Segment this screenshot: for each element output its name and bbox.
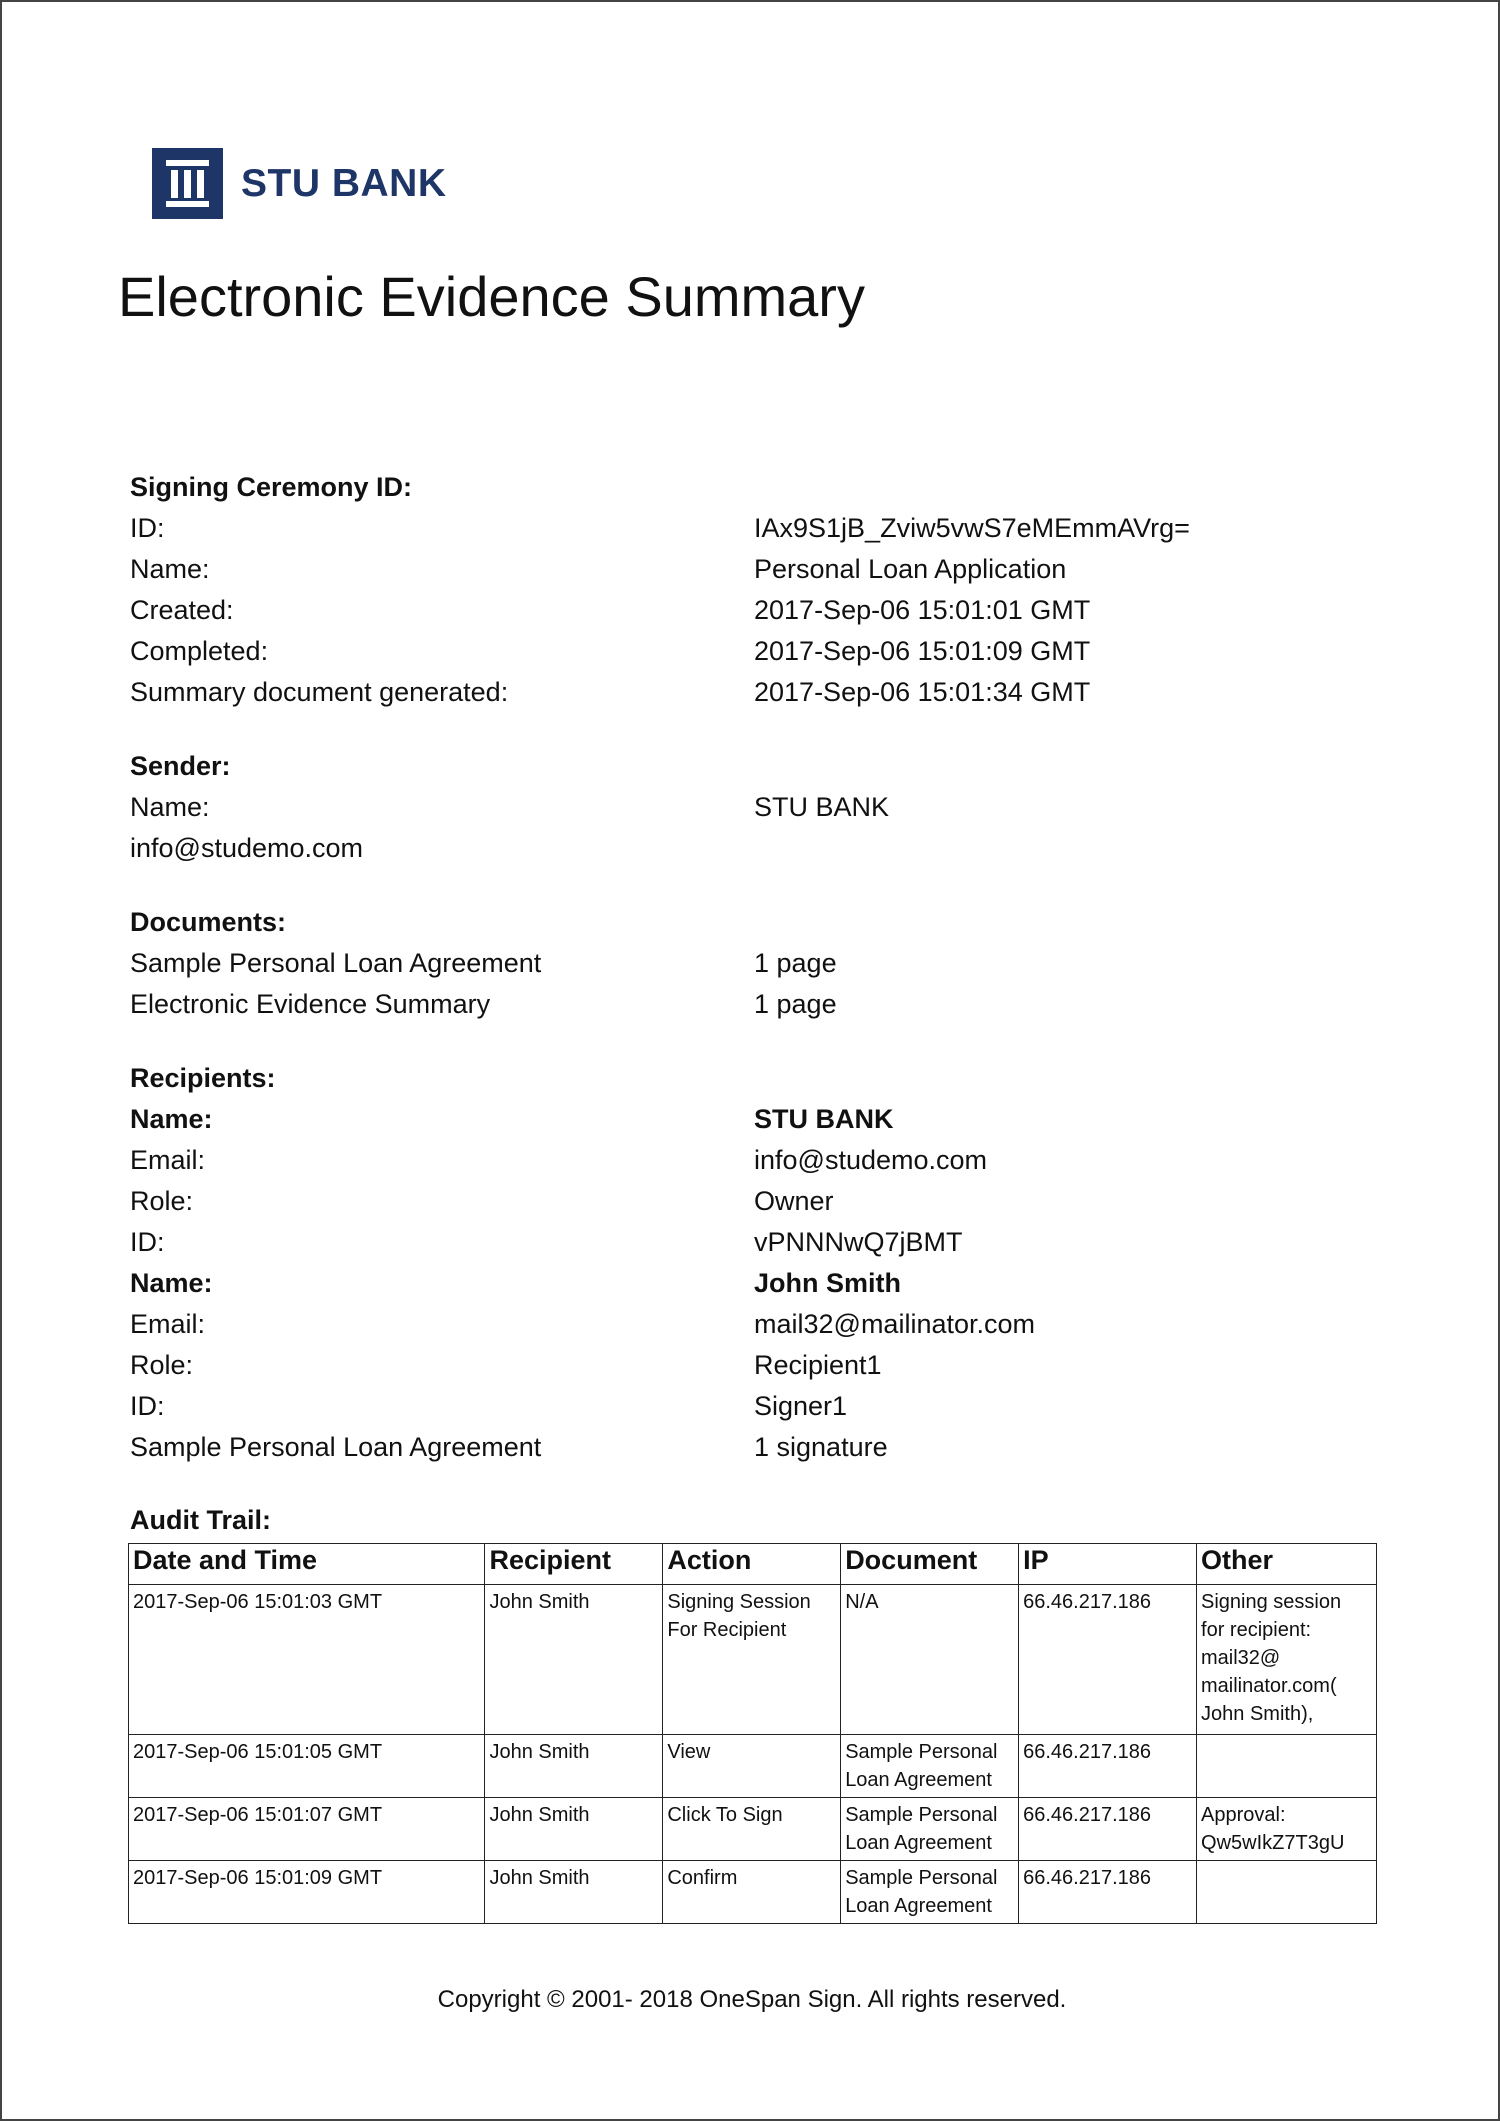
audit-ip-cell: 66.46.217.186: [1019, 1585, 1197, 1735]
ceremony-heading: Signing Ceremony ID:: [130, 472, 413, 502]
recipient-key: Role:: [130, 1186, 194, 1216]
recipient-value: Signer1: [754, 1391, 848, 1421]
audit-ip-cell: 66.46.217.186: [1019, 1735, 1197, 1798]
sender-email: info@studemo.com: [130, 833, 364, 863]
audit-action-cell: View: [663, 1735, 841, 1798]
sender-heading: Sender:: [130, 751, 231, 781]
recipient-key: Name:: [130, 1268, 213, 1298]
ceremony-key: Completed:: [130, 636, 269, 666]
audit-recipient-cell: John Smith: [485, 1798, 663, 1861]
page-title: Electronic Evidence Summary: [118, 265, 865, 328]
ceremony-value: IAx9S1jB_Zviw5vwS7eMEmmAVrg=: [754, 513, 1190, 543]
audit-date-cell: 2017-Sep-06 15:01:03 GMT: [129, 1585, 485, 1735]
audit-date-cell: 2017-Sep-06 15:01:07 GMT: [129, 1798, 485, 1861]
recipient-key: Email:: [130, 1145, 206, 1175]
recipient-key: Sample Personal Loan Agreement: [130, 1432, 542, 1462]
recipients-heading: Recipients:: [130, 1063, 276, 1093]
recipient-value: Recipient1: [754, 1350, 882, 1380]
audit-row: [129, 1798, 1377, 1861]
documents-heading: Documents:: [130, 907, 287, 937]
audit-header-row: [129, 1544, 1377, 1585]
audit-other-cell: [1197, 1861, 1377, 1924]
column-header: Recipient: [485, 1544, 663, 1585]
document-pages: 1 page: [754, 989, 837, 1019]
recipient-key: Role:: [130, 1350, 194, 1380]
column-header: Other: [1197, 1544, 1377, 1585]
audit-heading: Audit Trail:: [130, 1505, 271, 1535]
audit-other-cell: [1197, 1735, 1377, 1798]
recipient-value: mail32@mailinator.com: [754, 1309, 1036, 1339]
audit-document-cell: Sample Personal Loan Agreement: [841, 1735, 1019, 1798]
bank-logo-text: STU BANK: [241, 161, 447, 205]
audit-action-cell: Click To Sign: [663, 1798, 841, 1861]
audit-date-cell: 2017-Sep-06 15:01:09 GMT: [129, 1861, 485, 1924]
ceremony-key: Created:: [130, 595, 234, 625]
audit-row: [129, 1735, 1377, 1798]
recipient-value: John Smith: [754, 1268, 901, 1298]
audit-other-cell: Approval: Qw5wIkZ7T3gU: [1197, 1798, 1377, 1861]
bank-logo: [152, 148, 447, 219]
bank-building-icon: [152, 148, 223, 219]
audit-document-cell: Sample Personal Loan Agreement: [841, 1861, 1019, 1924]
document-name: Sample Personal Loan Agreement: [130, 948, 542, 978]
document-pages: 1 page: [754, 948, 837, 978]
audit-action-cell: Confirm: [663, 1861, 841, 1924]
recipient-key: Email:: [130, 1309, 206, 1339]
copyright-footer: Copyright © 2001- 2018 OneSpan Sign. All rights reserved.: [437, 1986, 1067, 2013]
audit-document-cell: Sample Personal Loan Agreement: [841, 1798, 1019, 1861]
audit-ip-cell: 66.46.217.186: [1019, 1798, 1197, 1861]
ceremony-key: Summary document generated:: [130, 677, 509, 707]
audit-row: [129, 1861, 1377, 1924]
audit-document-cell: N/A: [841, 1585, 1019, 1735]
audit-trail-table: [128, 1543, 1377, 1924]
column-header: Action: [663, 1544, 841, 1585]
audit-other-cell: Signing session for recipient: mail32@ mailinator.com( John Smith),: [1197, 1585, 1377, 1735]
recipient-value: STU BANK: [754, 1104, 894, 1134]
recipient-value: Owner: [754, 1186, 834, 1216]
audit-ip-cell: 66.46.217.186: [1019, 1861, 1197, 1924]
recipient-value: 1 signature: [754, 1432, 888, 1462]
audit-recipient-cell: John Smith: [485, 1861, 663, 1924]
column-header: IP: [1019, 1544, 1197, 1585]
column-header: Date and Time: [129, 1544, 485, 1585]
audit-date-cell: 2017-Sep-06 15:01:05 GMT: [129, 1735, 485, 1798]
ceremony-key: Name:: [130, 554, 210, 584]
ceremony-value: Personal Loan Application: [754, 554, 1067, 584]
sender-name-key: Name:: [130, 792, 210, 822]
document-name: Electronic Evidence Summary: [130, 989, 491, 1019]
recipient-value: vPNNNwQ7jBMT: [754, 1227, 963, 1257]
audit-action-cell: Signing Session For Recipient: [663, 1585, 841, 1735]
ceremony-key: ID:: [130, 513, 165, 543]
sender-name-value: STU BANK: [754, 792, 890, 822]
ceremony-value: 2017-Sep-06 15:01:09 GMT: [754, 636, 1091, 666]
audit-recipient-cell: John Smith: [485, 1585, 663, 1735]
recipient-value: info@studemo.com: [754, 1145, 988, 1175]
recipient-key: ID:: [130, 1227, 165, 1257]
column-header: Document: [841, 1544, 1019, 1585]
ceremony-value: 2017-Sep-06 15:01:34 GMT: [754, 677, 1091, 707]
recipient-key: Name:: [130, 1104, 213, 1134]
audit-row: [129, 1585, 1377, 1735]
ceremony-value: 2017-Sep-06 15:01:01 GMT: [754, 595, 1091, 625]
recipient-key: ID:: [130, 1391, 165, 1421]
audit-recipient-cell: John Smith: [485, 1735, 663, 1798]
